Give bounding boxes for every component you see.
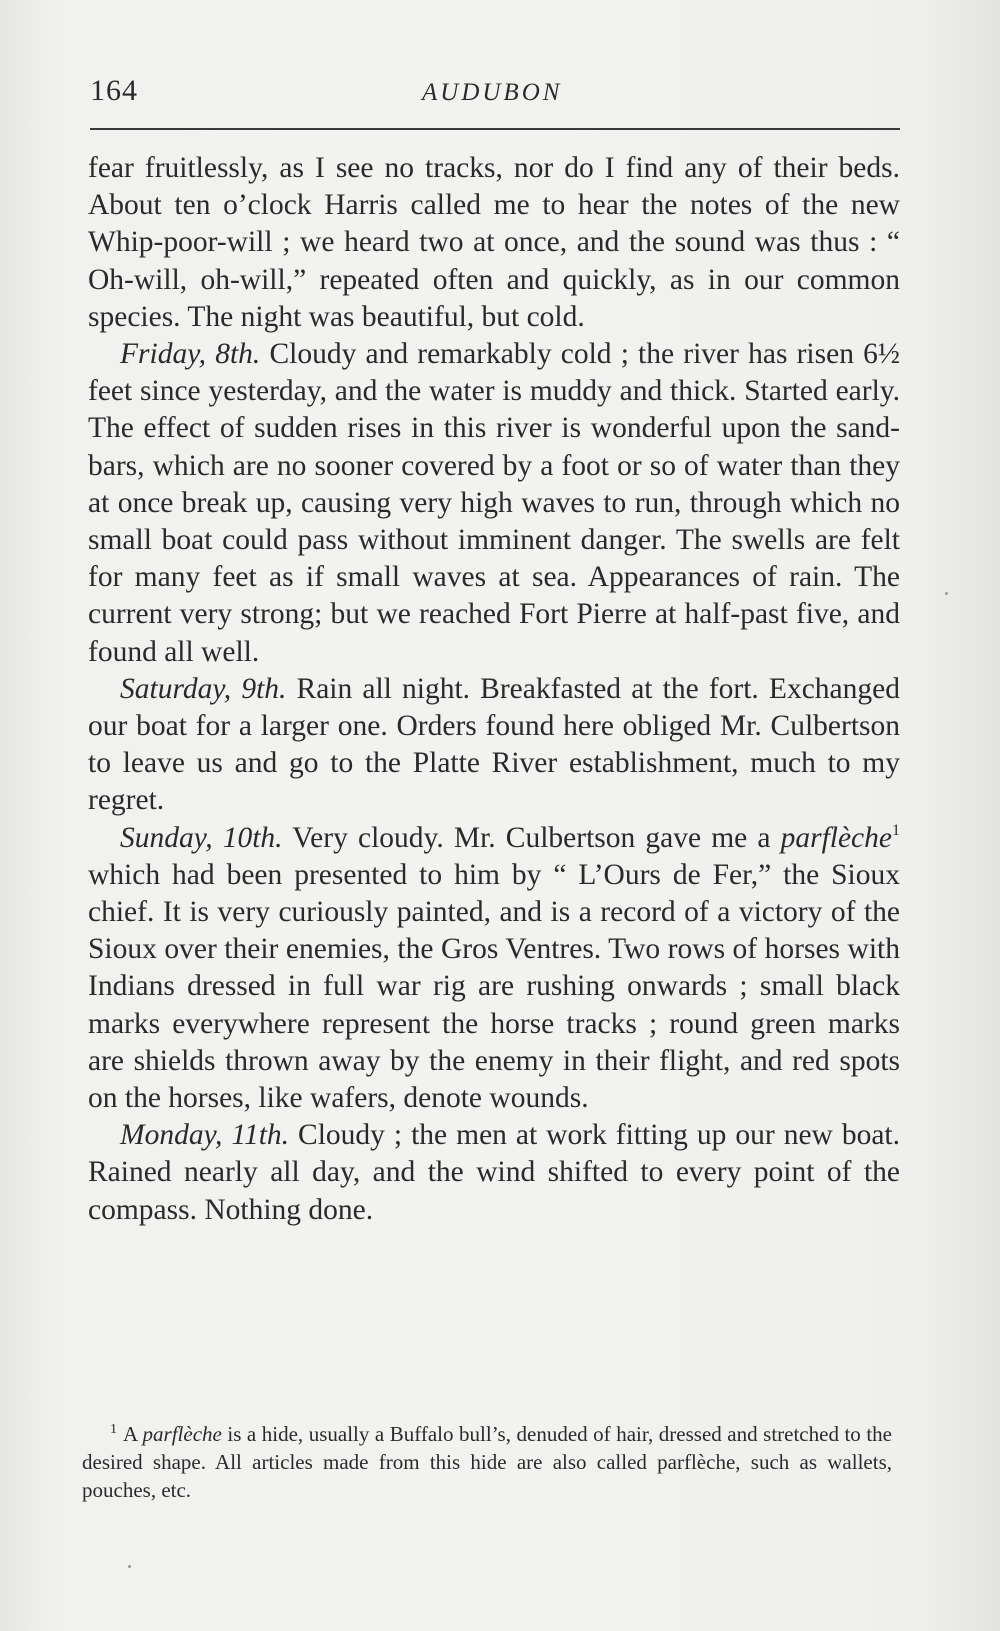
entry-text: Very cloudy. Mr. Culbertson gave me a	[282, 821, 781, 854]
footnote-text: A	[123, 1422, 143, 1446]
entry-date: Sunday, 10th.	[120, 821, 283, 854]
journal-entry-saturday	[88, 671, 900, 820]
paragraph-text: fear fruitlessly, as I see no tracks, nor do I find any of their beds. About ten o’clock Harris called me to hear the notes of the new Whip-poor-will ; we heard two at once, and the sound was thus : “ Oh-will, oh-will,” repeated often and quickly, as in our common species. The night was beautiful, but cold.	[88, 152, 900, 333]
paragraph-continuation	[88, 150, 900, 336]
entry-text: Cloudy and remarkably cold ; the river has risen 6½ feet since yesterday, and the water is muddy and thick. Started early. The effect of sudden rises in this river is wonderful upon the sand-bars, which are no sooner covered by a foot or so of water than they at once break up, causing very high waves to run, through which no small boat could pass without imminent danger. The swells are felt for many feet as if small waves at sea. Appearances of rain. The current very strong; but we reached Fort Pierre at half-past five, and found all well.	[88, 338, 900, 668]
journal-entry-sunday	[88, 820, 900, 1118]
entry-date: Friday, 8th.	[120, 338, 261, 371]
running-head	[90, 70, 900, 110]
footnote-reference[interactable]: 1	[892, 821, 900, 839]
header-rule	[90, 128, 900, 130]
footnote-number: 1	[110, 1422, 117, 1437]
parfleche-term: parflèche	[780, 821, 892, 854]
body-text	[88, 150, 900, 1229]
footnote	[82, 1420, 892, 1504]
footnote-term: parflèche	[142, 1422, 222, 1446]
paper-speck	[128, 1565, 131, 1568]
entry-text: Cloudy ; the men at work fitting up our new boat. Rained nearly all day, and the wind shifted to every point of the compass. Nothing done.	[88, 1119, 901, 1226]
page-number: 164	[90, 74, 138, 107]
entry-text: which had been presented to him by “ L’Ours de Fer,” the Sioux chief. It is very curiously painted, and is a record of a victory of the Sioux over their enemies, the Gros Ventres. Two rows of horses with Indians dressed in full war rig are rushing onwards ; small black marks everywhere represent the horse tracks ; round green marks are shields thrown away by the enemy in their flight, and red spots on the horses, like wafers, denote wounds.	[88, 858, 900, 1115]
entry-date: Saturday, 9th.	[120, 672, 287, 705]
running-title: AUDUBON	[422, 79, 563, 106]
entry-text: Rain all night. Breakfasted at the fort. Exchanged our boat for a larger one. Orders found here obliged Mr. Culbertson to leave us and go to the Platte River establishment, much to my regret.	[88, 672, 900, 817]
footnote-text: is a hide, usually a Buffalo bull’s, denuded of hair, dressed and stretched to the desired shape. All articles made from this hide are also called parflèche, such as wallets, pouches, etc.	[82, 1422, 892, 1502]
journal-entry-monday	[88, 1117, 900, 1229]
paper-speck	[945, 592, 948, 595]
entry-date: Monday, 11th.	[120, 1119, 290, 1152]
journal-entry-friday	[88, 336, 900, 671]
